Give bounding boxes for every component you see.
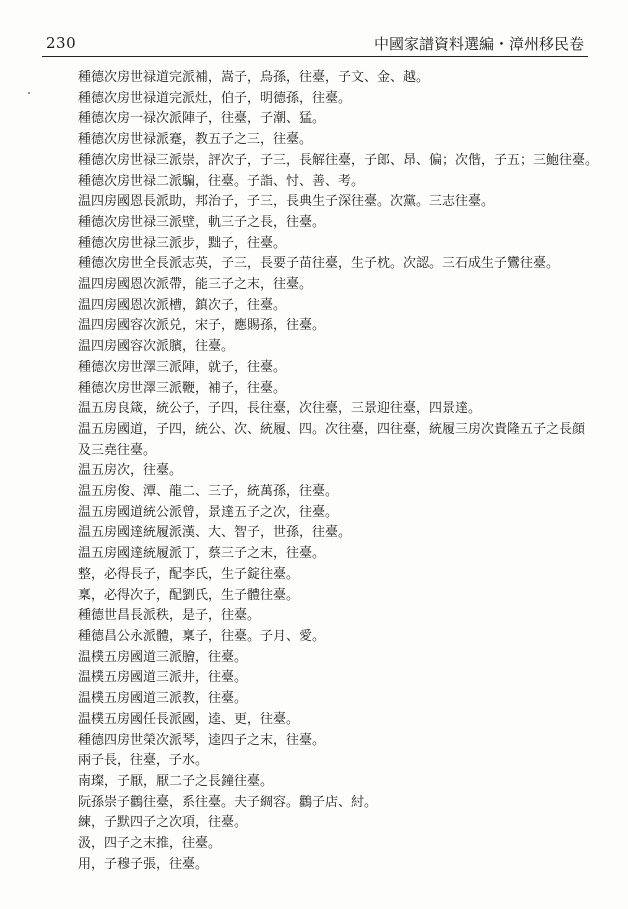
text-line: 兩子長，往臺，子水。	[78, 753, 209, 769]
text-line: 稟，必得次子，配劉氏，生子體往臺。	[78, 587, 300, 603]
text-line: 種德次房世禄二派騙，往臺。子詣、忖、善、考。	[78, 173, 365, 189]
text-line: 温五房國道統公派曾，景達五子之次，往臺。	[78, 504, 339, 520]
text-line: 種德次房世禄三派崇，評次子，子三，長解往臺，子郎、昂、偏；次偕，子五；三鮑往臺。	[78, 152, 599, 168]
text-line: 種德昌公永派體，稟子，往臺。子月、愛。	[78, 628, 326, 644]
text-line: 種德次房世禄道完派灶，伯子，明德孫，往臺。	[78, 90, 352, 106]
text-line: 練，子默四子之次項，往臺。	[78, 815, 248, 831]
text-line: 温四房國恩長派助，邦治子，子三，長典生子深往臺。次黨。三志往臺。	[78, 194, 495, 210]
text-line: 種德四房世榮次派琴，逵四子之末，往臺。	[78, 732, 326, 748]
text-line: 温樸五房國任長派國，逵、更，往臺。	[78, 711, 300, 727]
text-line: 温五房國達統履派丁，蔡三子之末，往臺。	[78, 546, 326, 562]
text-line: 温四房國恩次派槽，鎮次子，往臺。	[78, 297, 287, 313]
text-line: 種德次房世全長派志英，子三，長要子苗往臺，生子枕。次認。三石成生子鸞往臺。	[78, 256, 560, 272]
text-line: 温樸五房國道三派膾，往臺。	[78, 649, 248, 665]
text-line: 種德次房世禄三派步，黜子，往臺。	[78, 235, 287, 251]
text-line: 種德次房一禄次派陣子，往臺，子潮、猛。	[78, 111, 326, 127]
text-line-wrapped: 温五房國道，子四，統公、次、統履、四。次往臺，四往臺，統履三房次貴隆五子之長顔及三堯往臺。	[78, 421, 586, 458]
text-line: 温四房國容次派兑，宋子，應賜孫，往臺。	[78, 318, 326, 334]
text-line: 温五房次，往臺。	[78, 463, 183, 479]
text-line: 温五房俊、潭、龍二、三子，統萬孫，往臺。	[78, 484, 339, 500]
text-line: 汲，四子之末推，往臺。	[78, 836, 222, 852]
text-line: 温四房國恩次派帶，能三子之末，往臺。	[78, 277, 313, 293]
text-line: 種德世昌長派秩，是子，往臺。	[78, 608, 261, 624]
text-line: 種德次房世禄派蹇，教五子之三，往臺。	[78, 132, 313, 148]
text-line: 温五房良箴，統公子，子四，長往臺，次往臺，三景迎往臺，四景達。	[78, 401, 482, 417]
text-line: 種德次房世澤三派鞭，補子，往臺。	[78, 380, 287, 396]
text-line: 種德次房世澤三派陣，就子，往臺。	[78, 359, 287, 375]
text-line: 温五房國達統履派漢、大、智子，世孫，往臺。	[78, 525, 352, 541]
page-number: 230	[46, 34, 77, 52]
text-line: 用，子穆子張，往臺。	[78, 856, 209, 872]
text-line: 南璨，子厭，厭二子之長鐘往臺。	[78, 773, 274, 789]
text-line: 温樸五房國道三派教，往臺。	[78, 691, 248, 707]
margin-mark	[28, 92, 30, 94]
text-line: 温樸五房國道三派井，往臺。	[78, 670, 248, 686]
text-line: 種德次房世禄道完派補，嵩子，烏孫，往臺，子文、金、越。	[78, 70, 430, 85]
running-title: 中國家譜資料選編・漳州移民卷	[373, 35, 584, 53]
text-line: 整，必得長子，配李氏，生子錠往臺。	[78, 566, 300, 582]
text-line: 阮孫崇子鸛往臺，系往臺。夫子綢容。鸛子店、紂。	[78, 794, 378, 810]
page-header	[42, 30, 588, 57]
genealogy-text	[78, 68, 599, 875]
text-line: 種德次房世禄三派壁，軌三子之長，往臺。	[78, 214, 326, 230]
text-line: 温四房國容次派臏，往臺。	[78, 339, 235, 355]
